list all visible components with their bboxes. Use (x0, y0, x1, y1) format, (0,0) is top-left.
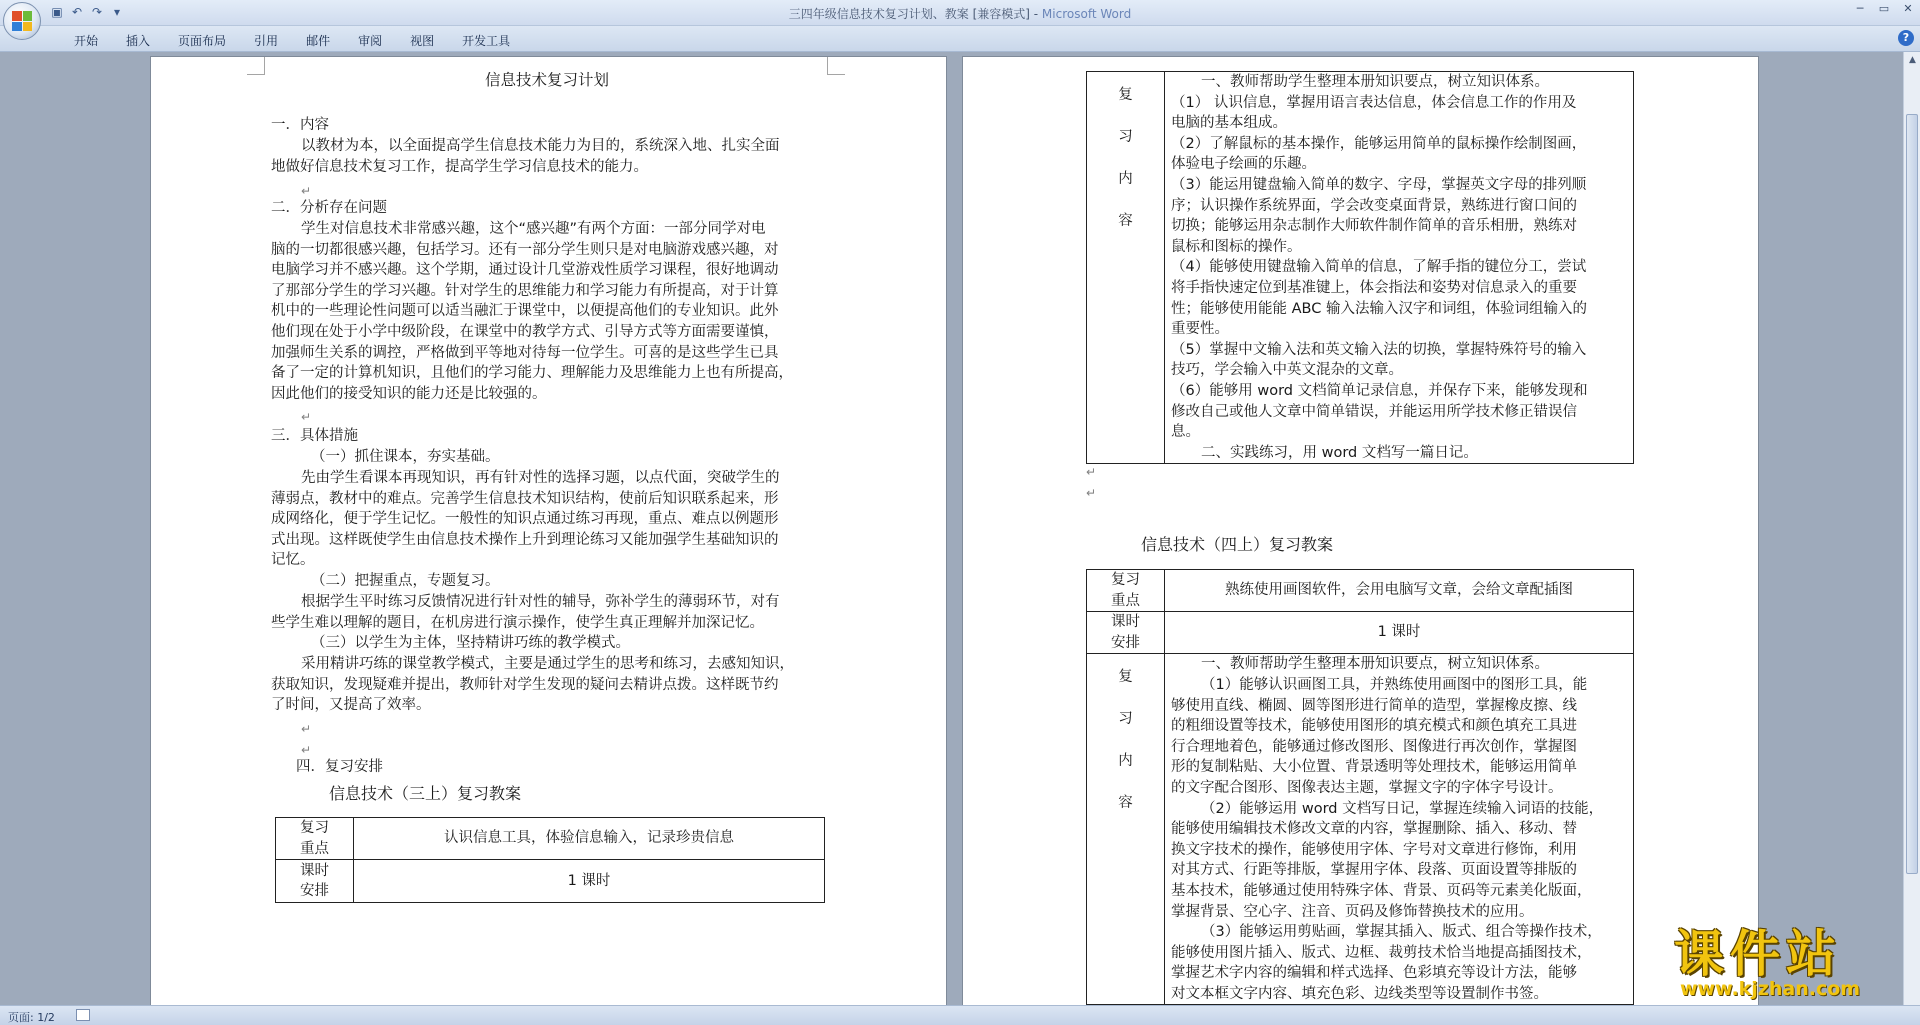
measure-2-body (271, 592, 841, 633)
paragraph-line: 式出现。这样既使学生由信息技术操作上升到理论练习又能加强学生基础知识的 (271, 531, 779, 548)
section-title: 三．具体措施 (271, 428, 358, 444)
paragraph-line: 学生对信息技术非常感兴趣，这个“感兴趣”有两个方面：一部分同学对电 (301, 221, 766, 237)
save-icon[interactable]: ▣ (51, 5, 63, 19)
content-line: （1） 认识信息，掌握用语言表达信息，体会信息工作的作用及 (1171, 94, 1577, 111)
content-line: 够使用直线、椭圆、圆等图形进行简单的造型，掌握橡皮擦、线 (1171, 697, 1577, 714)
table-content-cell (1165, 72, 1634, 464)
content-line: 体验电子绘画的乐趣。 (1171, 156, 1316, 173)
minimize-icon[interactable]: ─ (1856, 2, 1864, 15)
table-label-char: 复 (1118, 87, 1133, 103)
table-label-line: 复习 (300, 820, 329, 836)
vertical-scrollbar[interactable] (1903, 52, 1920, 1005)
section-title: 一．内容 (271, 117, 329, 133)
content-line: 行合理地着色，能够通过修改图形、图像进行再次创作，掌握图 (1171, 738, 1577, 755)
content-line: 对文本框文字内容、填充色彩、边线类型等设置制作书签。 (1171, 985, 1548, 1002)
measure-title: （一）抓住课本，夯实基础。 (311, 449, 500, 465)
paragraph-line: 以教材为本，以全面提高学生信息技术能力为目的，系统深入地、扎实全面 (301, 138, 780, 154)
paragraph-line: 了时间，又提高了效率。 (271, 697, 431, 714)
content-line: （2）能够运用 word 文档写日记，掌握连续输入词语的技能， (1201, 800, 1604, 817)
paragraph-line: 获取知识，发现疑难并提出，教师针对学生发现的疑问去精讲点拨。这样既节约 (271, 676, 779, 693)
scrollbar-thumb[interactable] (1906, 114, 1918, 874)
paragraph-line: 因此他们的接受知识的能力还是比较强的。 (271, 385, 547, 402)
crop-mark (827, 57, 845, 75)
table-value-cell: 熟练使用画图软件，会用电脑写文章，会给文章配插图 (1165, 570, 1634, 612)
paragraph-line: 机中的一些理论性问题可以适当融汇于课堂中，以便提高他们的专业知识。此外 (271, 303, 779, 320)
table-content-cell (1165, 654, 1634, 1005)
content-line: 切换；能够运用杂志制作大师软件制作简单的音乐相册，熟练对 (1171, 218, 1577, 235)
paragraph-line: 加强师生关系的调控，严格做到平等地对待每一位学生。可喜的是这些学生已具 (271, 344, 779, 361)
table-label-char: 习 (1118, 711, 1133, 728)
document-page-1[interactable] (150, 56, 947, 1005)
table-label-cell (1087, 570, 1165, 612)
paragraph-line: 备了一定的计算机知识，且他们的学习能力、理解能力及思维能力上也有所提高， (271, 365, 793, 382)
plan-table-3 (275, 817, 825, 903)
table-label-line: 安排 (1111, 634, 1140, 651)
content-table-3 (1086, 71, 1634, 464)
content-line: 换文字技术的操作，能够使用字体、字号对文章进行修饰，利用 (1171, 841, 1577, 858)
customize-icon[interactable]: ▾ (113, 5, 121, 19)
tab-view[interactable]: 视图 (410, 34, 435, 48)
table-label-char: 内 (1118, 171, 1133, 187)
content-line: 重要性。 (1171, 321, 1229, 338)
proofing-icon[interactable] (76, 1009, 90, 1021)
table-label-char: 容 (1118, 795, 1133, 812)
watermark-title: 课件站 (1674, 925, 1842, 983)
tab-review[interactable]: 审阅 (358, 34, 383, 48)
measure-3-body (271, 654, 841, 716)
paragraph-line: 了那部分学生的学习兴趣。针对学生的思维能力和学习能力有所提高，对于计算 (271, 282, 779, 299)
table-label-line: 课时 (300, 862, 329, 879)
paragraph-line: 些学生难以理解的题目，在机房进行演示操作，使学生真正理解并加深记忆。 (271, 614, 764, 631)
tab-home[interactable]: 开始 (74, 34, 99, 48)
tab-developer[interactable]: 开发工具 (462, 34, 511, 48)
table-label-char: 容 (1118, 213, 1133, 229)
content-line: （2）了解鼠标的基本操作，能够运用简单的鼠标操作绘制图画， (1171, 135, 1587, 152)
office-logo-icon (12, 11, 32, 31)
content-line: 的粗细设置等技术，能够使用图形的填充模式和颜色填充工具进 (1171, 718, 1577, 735)
plan-table-4 (1086, 569, 1634, 1005)
paragraph-mark: ↵ (1086, 465, 1097, 479)
table-label-cell (276, 860, 354, 903)
crop-mark (247, 57, 265, 75)
content-line: （3）能运用键盘输入简单的数字、字母，掌握英文字母的排列顺 (1171, 176, 1587, 193)
paragraph-mark: ↵ (1086, 486, 1097, 500)
scroll-up-icon[interactable]: ▲ (1909, 55, 1916, 65)
tab-page-layout[interactable]: 页面布局 (178, 34, 227, 48)
paragraph-line: 他们现在处于小学中级阶段，在课堂中的教学方式、引导方式等方面需要谨慎， (271, 323, 779, 340)
watermark-url: www.kjzhan.com (1680, 978, 1861, 1000)
table-label-line: 重点 (1111, 592, 1140, 609)
measure-1-body (271, 468, 841, 571)
watermark-logo (1670, 925, 1902, 1000)
paragraph-line: 电脑学习并不感兴趣。这个学期，通过设计几堂游戏性质学习课程，很好地调动 (271, 262, 779, 279)
paragraph-line: 薄弱点，教材中的难点。完善学生信息技术知识结构，使前后知识联系起来，形 (271, 490, 779, 507)
paragraph-line: 先由学生看课本再现知识，再有针对性的选择习题，以点代面，突破学生的 (301, 470, 780, 486)
content-line: 序；认识操作系统界面，学会改变桌面背景，熟练进行窗口间的 (1171, 197, 1577, 214)
title-bar (0, 0, 1920, 26)
measure-title: （三）以学生为主体，坚持精讲巧练的教学模式。 (311, 635, 630, 651)
section-title: 四．复习安排 (296, 759, 383, 775)
table-value-cell: 1 课时 (1165, 612, 1634, 654)
content-line: 一、教师帮助学生整理本册知识要点，树立知识体系。 (1201, 74, 1549, 90)
content-line: （1）能够认识画图工具，并熟练使用画图中的图形工具，能 (1201, 676, 1588, 693)
office-button[interactable] (3, 2, 41, 40)
paragraph-line: 脑的一切都很感兴趣，包括学习。还有一部分学生则只是对电脑游戏感兴趣，对 (271, 241, 779, 258)
status-bar (0, 1005, 1920, 1025)
content-line: 性；能够使用能能 ABC 输入法输入汉字和词组，体验词组输入的 (1171, 300, 1587, 317)
content-line: 一、教师帮助学生整理本册知识要点，树立知识体系。 (1201, 656, 1549, 673)
content-line: 将手指快速定位到基准键上，体会指法和姿势对信息录入的重要 (1171, 279, 1577, 296)
table-label-cell (276, 818, 354, 860)
table-label-line: 课时 (1111, 614, 1140, 631)
table-label-line: 复习 (1111, 572, 1140, 588)
section-1-body (271, 136, 841, 177)
paragraph-line: 记忆。 (271, 552, 315, 569)
table-value-cell: 认识信息工具，体验信息输入，记录珍贵信息 (354, 818, 825, 860)
content-line: 二、实践练习，用 word 文档写一篇日记。 (1201, 444, 1478, 461)
document-page-2[interactable] (962, 56, 1759, 1005)
ribbon-tabs (60, 30, 524, 51)
paragraph-mark: ↵ (301, 184, 312, 198)
paragraph-line: 采用精讲巧练的课堂教学模式，主要是通过学生的思考和练习，去感知知识， (301, 656, 794, 672)
table-label-char: 习 (1118, 129, 1133, 145)
section-2-body (271, 219, 841, 404)
paragraph-mark: ↵ (301, 410, 312, 424)
table-label-cell (1087, 612, 1165, 654)
content-line: 掌握艺术字内容的编辑和样式选择、色彩填充等设计方法，能够 (1171, 965, 1577, 982)
document-title: 三四年级信息技术复习计划、教案 [兼容模式] - (788, 7, 1042, 21)
page-indicator[interactable]: 页面: 1/2 (8, 1011, 55, 1024)
table-value-cell: 1 课时 (354, 860, 825, 903)
paragraph-mark: ↵ (301, 743, 312, 757)
measure-title: （二）把握重点，专题复习。 (311, 573, 500, 589)
table-label-line: 重点 (300, 840, 329, 857)
content-line: （6）能够用 word 文档简单记录信息，并保存下来，能够发现和 (1171, 382, 1588, 399)
content-line: 能够使用图片插入、版式、边框、裁剪技术恰当地提高插图技术， (1171, 944, 1592, 961)
page-heading: 信息技术复习计划 (485, 71, 610, 89)
content-line: （4）能够使用键盘输入简单的信息，了解手指的键位分工，尝试 (1171, 259, 1587, 276)
content-line: 掌握背景、空心字、注音、页码及修饰替换技术的应用。 (1171, 903, 1534, 920)
app-name: Microsoft Word (1041, 7, 1132, 21)
window-controls (1848, 0, 1920, 18)
paragraph-line: 根据学生平时练习反馈情况进行针对性的辅导，弥补学生的薄弱环节，对有 (301, 594, 780, 610)
content-line: 息。 (1171, 424, 1200, 441)
paragraph-mark: ↵ (301, 722, 312, 736)
close-icon[interactable]: ✕ (1903, 2, 1913, 15)
section-title: 二．分析存在问题 (271, 200, 387, 216)
table-label-line: 安排 (300, 883, 329, 900)
content-line: 能够使用编辑技术修改文章的内容，掌握删除、插入、移动、替 (1171, 821, 1577, 838)
plan-title: 信息技术（四上）复习教案 (1141, 535, 1334, 554)
content-line: 形的复制粘贴、大小位置、背景透明等处理技术，能够运用简单 (1171, 759, 1577, 776)
content-line: （5）掌握中文输入法和英文输入法的切换，掌握特殊符号的输入 (1171, 341, 1587, 358)
table-label-char: 内 (1118, 753, 1133, 770)
maximize-icon[interactable]: ▭ (1878, 2, 1890, 15)
undo-icon[interactable]: ↶ (71, 5, 83, 19)
help-icon[interactable]: ? (1898, 30, 1914, 46)
document-workspace (0, 52, 1903, 1005)
content-line: （3）能够运用剪贴画，掌握其插入、版式、组合等操作技术， (1201, 924, 1602, 941)
tab-insert[interactable]: 插入 (126, 34, 151, 48)
paragraph-line: 成网络化，便于学生记忆。一般性的知识点通过练习再现，重点、难点以例题形 (271, 511, 779, 528)
table-label-cell (1087, 654, 1165, 1005)
table-label-char: 复 (1118, 669, 1133, 686)
content-line: 修改自己或他人文章中简单错误，并能运用所学技术修正错误信 (1171, 403, 1577, 420)
content-line: 基本技术，能够通过使用特殊字体、背景、页码等元素美化版面， (1171, 882, 1592, 899)
content-line: 对其方式、行距等排版，掌握用字体、段落、页面设置等排版的 (1171, 862, 1577, 879)
plan-title: 信息技术（三上）复习教案 (329, 784, 522, 803)
paragraph-line: 地做好信息技术复习工作，提高学生学习信息技术的能力。 (271, 158, 648, 175)
content-line: 电脑的基本组成。 (1171, 115, 1287, 132)
content-line: 鼠标和图标的操作。 (1171, 238, 1302, 255)
content-line: 技巧，学会输入中英文混杂的文章。 (1171, 362, 1403, 379)
window-title (0, 5, 1920, 22)
table-label-cell (1087, 72, 1165, 464)
tab-mailings[interactable]: 邮件 (306, 34, 331, 48)
ribbon (0, 26, 1920, 52)
redo-icon[interactable]: ↷ (91, 5, 103, 19)
tab-references[interactable]: 引用 (254, 34, 279, 48)
content-line: 的文字配合图形、图像表达主题，掌握文字的字体字号设计。 (1171, 779, 1563, 796)
